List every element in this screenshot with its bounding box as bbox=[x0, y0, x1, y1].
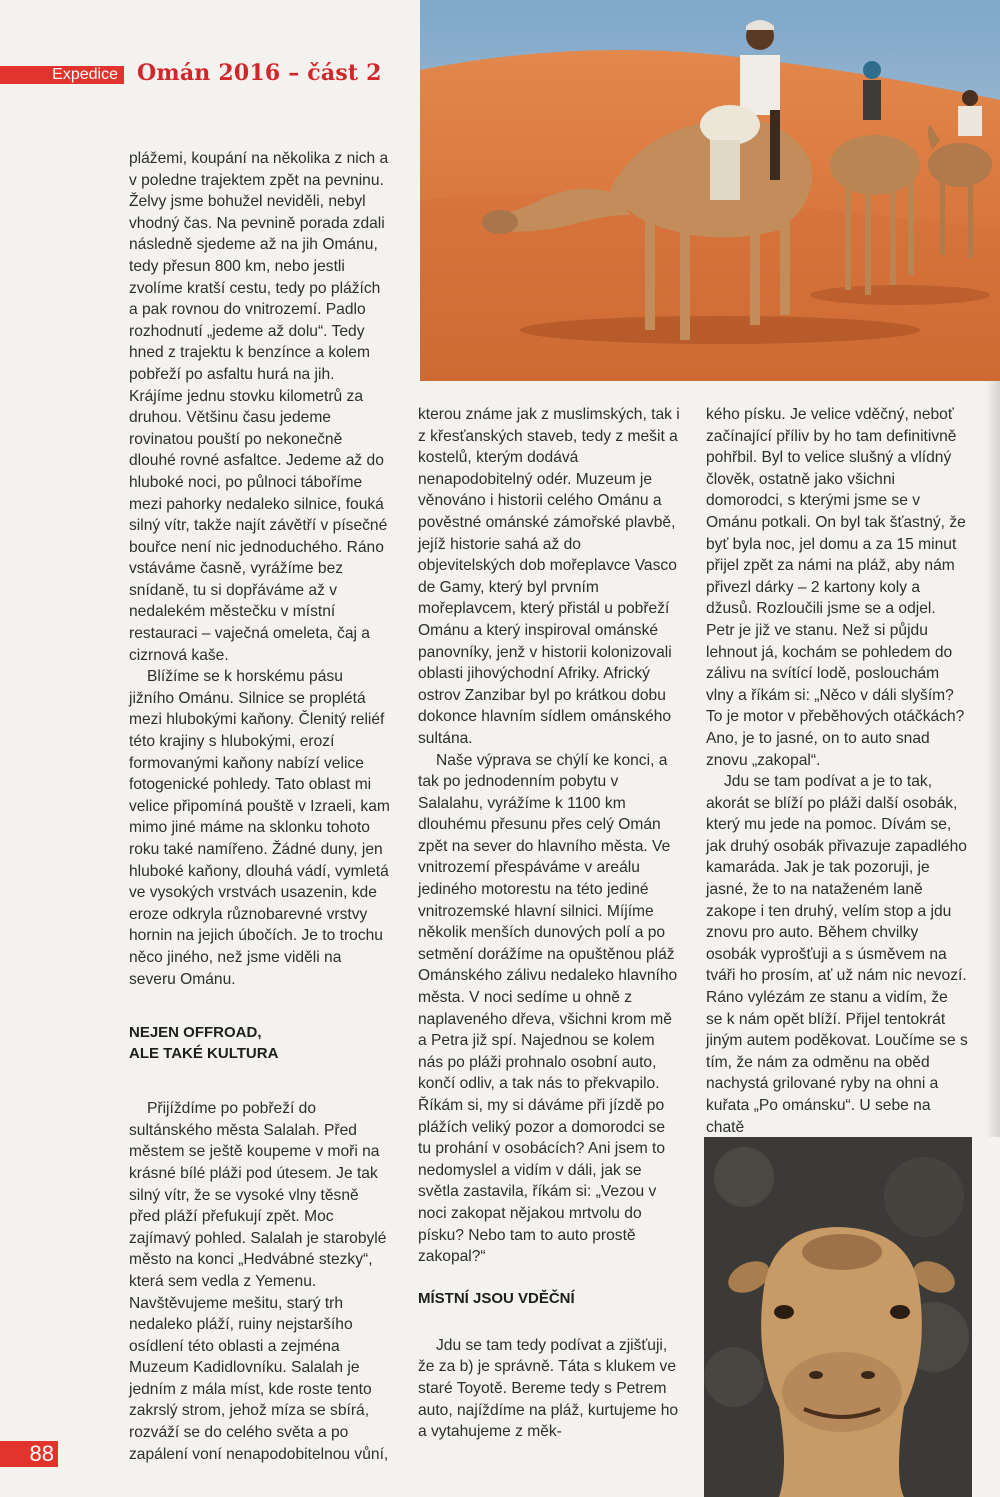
col3-paragraph-2: Jdu se tam podívat a je to tak, akorát se blíží po pláži další osobák, který mu jede na pomoc. Dívám se, jak druhý osobák přivazuje zapadlého kamaráda. Jak je tak pozoruji, je jasné, že to na nataženém laně zakope i ten druhý, velím stop a jdu znovu pro auto. Během chvilky osobák vyprošťuji a s úsměvem na tváři ho prosím, ať už nám nic nevozí. Ráno vylézám ze stanu a vidím, že se k nám opět blíží. Přijel tentokrát jiným autem poděkovat. Loučíme se s tím, že nám za odměnu na oběd nachystá grilované ryby na ohni a kuřata „Po ománsku“. U sebe na chatě bbox=[706, 773, 968, 1136]
col2-paragraph-3: Jdu se tam tedy podívat a zjišťuji, že za b) je správně. Táta s klukem ve staré Toyotě. Bereme tedy s Petrem auto, najíždíme na pláž, kurtujeme ho a vytahujeme z měk- bbox=[418, 1336, 679, 1441]
col1-paragraph-2: Blížíme se k horskému pásu jižního Ománu. Silnice se proplétá mezi hlubokými kaňony. Členitý reliéf této krajiny s hlubokými, erozí formovanými kaňony nabízí velice fotogenické pohledy. Tato oblast mi velice připomíná pouště v Izraeli, kam mimo jiné máme na sklonku tohoto roku také namířeno. Žádné duny, jen hluboké kaňony, dlouhá vádí, vymletá ve vysokých vrstvách usazenin, kde eroze odkryla různobarevné vrstvy hornin na jejich úbočích. Je to trochu něco jiného, než jsme viděli na severu Ománu. bbox=[129, 668, 390, 988]
section-label: Expedice bbox=[0, 66, 124, 84]
col2-paragraph-1: kterou známe jak z muslimských, tak i z křesťanských staveb, tedy z mešit a kostelů, kterým dodává nenapodobitelný odér. Muzeum je věnováno i historii celého Ománu a pověstné ománské zámořské plavbě, jejíž historie sahá až do objevitelských dob mořeplavce Vasco de Gamy, který byl prvním mořeplavcem, který přistál u pobřeží Ománu a který inspiroval ománské panovníky, jenž v historii kolonizovali oblasti jihovýchodní Afriky. Africký ostrov Zanzibar byl po krátkou dobu dokonce hlavním sídlem ománského sultána. bbox=[418, 406, 680, 747]
page-number: 88 bbox=[0, 1441, 58, 1467]
col2-paragraph-2: Naše výprava se chýlí ke konci, a tak po jednodenním pobytu v Salalahu, vyrážíme k 1100 km dlouhému přesunu přes celý Omán zpět na sever do hlavního města. Ve vnitrozemí přespáváme v areálu jediného motorestu na této jediné vnitrozemské hlavní silnici. Míjíme několik menších dunových polí a po setmění dorážíme na opuštěnou pláž Ománského zálivu nedaleko hlavního města. V noci sedíme u ohně z naplaveného dřeva, všichni krom mě a Petra již spí. Najednou se kolem nás po pláži prohnalo osobní auto, končí odliv, a tak nás to překvapilo. Říkám si, my si dáváme při jízdě po plážích veliký pozor a domorodci se tu prohání v osobácích? Ani jsem to nedomyslel a vidím v dáli, jak se světla zastavila, říkám si: „Vezou v noci zakopat nějakou mrtvolu do písku? Nebo tam to auto prostě zakopal?“ bbox=[418, 751, 678, 1266]
article-title: Omán 2016 – část 2 bbox=[137, 60, 382, 86]
column-2 bbox=[418, 404, 682, 1443]
column-3 bbox=[706, 404, 968, 1138]
subheading-culture-line1: NEJEN OFFROAD, bbox=[129, 1024, 262, 1042]
subheading-grateful-locals: MÍSTNÍ JSOU VDĚČNÍ bbox=[418, 1289, 575, 1307]
camel-face-photo bbox=[704, 1137, 972, 1497]
col1-paragraph-1: plážemi, koupání na několika z nich a v poledne trajektem zpět na pevninu. Želvy jsme bohužel neviděli, nebyl vhodný čas. Na pevnině porada zdali následně sjedeme až na jih Ománu, tedy přesun 800 km, nebo jestli zvolíme kratší cestu, tedy po plážích a pak rovnou do vnitrozemí. Padlo rozhodnutí „jedeme až dolu“. Tedy hned z trajektu k benzínce a kolem pobřeží po asfaltu hurá na jih. Krájíme jednu stovku kilometrů za druhou. Většinu času jedeme rovinatou pouští po nekonečně dlouhé rovné asfaltce. Jedeme až do hluboké noci, po půlnoci táboříme mezi pahorky nedaleko silnice, fouká silný vítr, takže najít závětří v písečné bouřce není nic jednoduchého. Ráno vstáváme časně, vyrážíme bez snídaně, tu si dopřáváme až v nedalekém městečku v místní restauraci – vaječná omeleta, čaj a cizrnová kaše. bbox=[129, 150, 389, 664]
column-1 bbox=[129, 148, 392, 1465]
page-edge-shadow bbox=[986, 381, 1000, 1137]
col3-paragraph-1: kého písku. Je velice vděčný, neboť začínající příliv by ho tam definitivně pohřbil. Byl to velice slušný a vlídný člověk, ostatně jako všichni domorodci, s kterými jsme se v Ománu potkali. On byl tak šťastný, že byť byla noc, jel domu a za 15 minut přijel zpět za námi na pláž, aby nám přivezl dárky – 2 kartony koly a džusů. Rozloučili jsme se a odjel. Petr je již ve stanu. Než si půjdu lehnout já, kochám se pohledem do zálivu na svítící lodě, poslouchám vlny a říkám si: „Něco v dáli slyším? To je motor v přeběhových otáčkách? Ano, je to jasné, on to auto snad znovu „zakopal“. bbox=[706, 406, 966, 769]
camel-caravan-photo bbox=[420, 0, 1000, 381]
col1-paragraph-3: Přijíždíme po pobřeží do sultánského města Salalah. Před městem se ještě koupeme v moři na krásné bílé pláži pod útesem. Je tak silný vítr, že se vysoké vlny těsně před pláží přefukují zpět. Moc zajímavý pohled. Salalah je starobylé město na konci „Hedvábné stezky“, která sem vedla z Yemenu. Navštěvujeme mešitu, starý trh nedaleko pláží, ruiny nejstaršího osídlení této oblasti a zejména Muzeum Kadidlovníku. Salalah je jedním z mála míst, kde roste tento zakrslý strom, jehož míza se sbírá, rozváží se do celého světa a po zapálení voní nenapodobitelnou vůní, bbox=[129, 1100, 389, 1463]
subheading-culture bbox=[129, 1022, 392, 1064]
subheading-culture-line2: ALE TAKÉ KULTURA bbox=[129, 1045, 279, 1063]
